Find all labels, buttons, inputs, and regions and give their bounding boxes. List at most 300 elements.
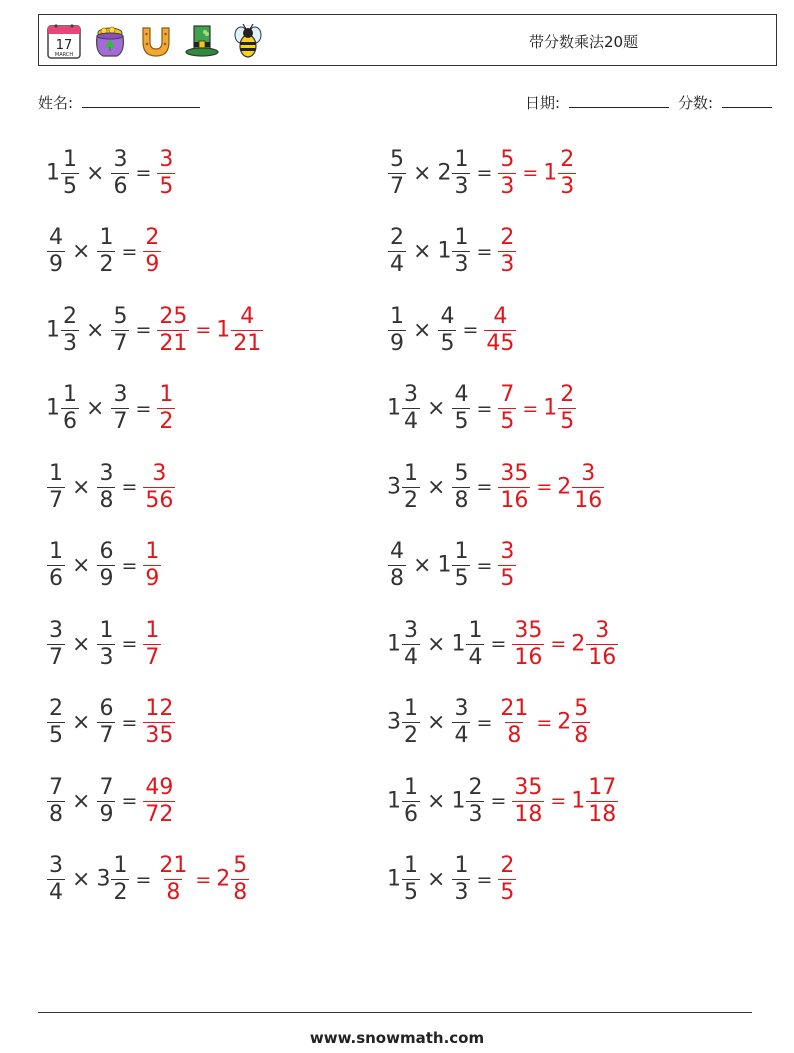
answer	[497, 855, 517, 904]
times-sign: ×	[72, 474, 91, 500]
numerator: 5	[574, 696, 589, 721]
whole-part: 2	[216, 866, 231, 892]
mixed-number	[46, 774, 66, 827]
denominator: 4	[404, 409, 418, 434]
equals-sign: =	[522, 397, 539, 420]
name-label: 姓名:	[38, 94, 74, 112]
denominator: 5	[404, 880, 418, 905]
fraction	[452, 541, 470, 590]
fraction	[402, 617, 420, 670]
answer	[497, 146, 577, 199]
mixed-number	[142, 698, 176, 747]
denominator: 9	[145, 252, 160, 277]
numerator: 49	[145, 774, 174, 800]
mixed-number	[557, 460, 605, 513]
times-sign: ×	[413, 317, 432, 343]
times-sign: ×	[72, 788, 91, 814]
denominator: 6	[404, 801, 418, 827]
problem-item	[46, 614, 162, 674]
problem-item	[387, 143, 577, 203]
score-field[interactable]	[678, 92, 772, 113]
times-sign: ×	[427, 631, 446, 657]
numerator: 3	[99, 460, 114, 486]
whole-part: 1	[387, 395, 401, 421]
mixed-number	[451, 460, 471, 513]
fraction	[586, 617, 618, 670]
equals-sign: =	[536, 476, 553, 498]
numerator: 3	[113, 146, 128, 172]
denominator: 72	[145, 801, 174, 827]
numerator: 1	[113, 853, 128, 878]
fraction	[512, 774, 544, 827]
denominator: 56	[145, 487, 174, 513]
denominator: 7	[49, 487, 63, 513]
denominator: 18	[588, 801, 617, 827]
problem-item	[387, 536, 517, 596]
equals-sign: =	[550, 633, 567, 655]
denominator: 16	[500, 487, 529, 513]
denominator: 5	[454, 409, 469, 434]
equals-sign: =	[121, 476, 138, 498]
fraction	[466, 617, 484, 670]
equals-sign: =	[135, 162, 152, 184]
numerator: 1	[63, 382, 77, 407]
denominator: 5	[159, 173, 174, 199]
problem-item	[46, 457, 176, 517]
answer	[142, 774, 176, 827]
fraction	[388, 541, 406, 590]
whole-part: 1	[46, 160, 60, 185]
problem-item	[387, 850, 517, 910]
answer	[497, 698, 591, 747]
header-box	[38, 14, 777, 66]
numerator: 5	[454, 460, 469, 486]
problem-item	[46, 379, 176, 439]
mixed-number	[571, 774, 619, 827]
fraction	[143, 698, 175, 747]
denominator: 8	[454, 487, 469, 513]
mixed-number	[543, 384, 577, 433]
whole-part: 2	[557, 709, 572, 735]
denominator: 6	[49, 566, 63, 591]
problem-item	[46, 693, 176, 753]
pot-of-gold-icon	[91, 22, 129, 60]
fraction	[61, 146, 79, 199]
denominator: 9	[99, 801, 114, 827]
fraction	[61, 384, 79, 433]
mixed-number	[96, 460, 116, 513]
mixed-number	[46, 698, 66, 747]
denominator: 8	[49, 801, 63, 827]
mixed-number	[387, 617, 421, 670]
fraction	[143, 541, 161, 590]
fraction	[157, 303, 189, 356]
fraction	[498, 460, 530, 513]
fraction	[47, 698, 65, 747]
denominator: 3	[560, 173, 575, 199]
fraction	[47, 227, 65, 276]
times-sign: ×	[86, 160, 105, 186]
numerator: 21	[159, 853, 188, 878]
equals-sign: =	[476, 240, 493, 263]
numerator: 25	[159, 303, 188, 329]
score-blank[interactable]	[722, 93, 772, 108]
numerator: 1	[404, 696, 418, 721]
answer	[156, 855, 250, 904]
denominator: 7	[99, 723, 114, 748]
date-label: 日期:	[525, 94, 561, 112]
answer	[142, 617, 162, 670]
numerator: 3	[454, 696, 469, 721]
numerator: 5	[500, 146, 515, 172]
denominator: 4	[49, 880, 63, 905]
mixed-number	[46, 855, 66, 904]
fraction	[572, 698, 590, 747]
times-sign: ×	[86, 396, 105, 421]
equals-sign: =	[476, 711, 493, 734]
numerator: 1	[145, 617, 160, 643]
fraction	[484, 303, 516, 356]
equals-sign: =	[121, 790, 138, 812]
answer	[142, 541, 162, 590]
fraction	[111, 146, 129, 199]
numerator: 3	[49, 853, 63, 878]
fraction	[47, 617, 65, 670]
numerator: 3	[404, 617, 418, 643]
numerator: 17	[588, 774, 617, 800]
fraction	[498, 384, 516, 433]
numerator: 1	[404, 460, 418, 486]
numerator: 1	[390, 303, 404, 329]
mixed-number	[451, 855, 471, 904]
mixed-number	[216, 303, 264, 356]
denominator: 9	[99, 566, 114, 591]
mixed-number	[497, 541, 517, 590]
times-sign: ×	[427, 788, 446, 814]
fraction	[452, 855, 470, 904]
answer	[142, 227, 162, 276]
fraction	[143, 617, 161, 670]
answer	[497, 384, 577, 433]
times-sign: ×	[72, 867, 91, 892]
mixed-number	[387, 541, 407, 590]
numerator: 2	[49, 696, 63, 721]
times-sign: ×	[413, 239, 432, 264]
equals-sign: =	[490, 790, 507, 812]
denominator: 6	[63, 409, 77, 434]
equals-sign: =	[462, 319, 479, 341]
denominator: 8	[574, 723, 589, 748]
whole-part: 1	[46, 317, 60, 342]
problem-item	[46, 222, 162, 282]
denominator: 7	[113, 330, 128, 356]
denominator: 5	[500, 409, 515, 434]
answer	[142, 460, 176, 513]
fraction	[97, 541, 115, 590]
denominator: 3	[500, 173, 515, 199]
denominator: 8	[166, 880, 181, 905]
equals-sign: =	[121, 711, 138, 734]
mixed-number	[387, 460, 421, 513]
whole-part: 1	[216, 317, 231, 342]
denominator: 3	[454, 173, 469, 199]
fraction	[586, 774, 618, 827]
mixed-number	[437, 541, 471, 590]
whole-part: 1	[543, 395, 558, 421]
denominator: 3	[454, 880, 469, 905]
mixed-number	[156, 855, 190, 904]
mixed-number	[46, 617, 66, 670]
fraction	[498, 698, 530, 747]
numerator: 3	[581, 460, 596, 486]
numerator: 1	[468, 617, 483, 643]
equals-sign: =	[476, 397, 493, 420]
equals-sign: =	[476, 868, 493, 891]
mixed-number	[497, 855, 517, 904]
date-blank[interactable]	[569, 93, 669, 108]
whole-part: 2	[437, 160, 452, 185]
times-sign: ×	[413, 160, 432, 186]
mixed-number	[142, 774, 176, 827]
mixed-number	[387, 855, 421, 904]
header-icons	[45, 21, 267, 61]
fraction	[498, 541, 516, 590]
mixed-number	[142, 460, 176, 513]
fraction	[452, 460, 470, 513]
numerator: 35	[514, 617, 543, 643]
numerator: 1	[404, 774, 418, 800]
whole-part: 1	[46, 395, 60, 421]
mixed-number	[387, 384, 421, 433]
problem-item	[387, 300, 517, 360]
fraction	[111, 384, 129, 433]
numerator: 3	[113, 382, 128, 407]
equals-sign: =	[135, 319, 152, 341]
problem-item	[46, 850, 250, 910]
denominator: 45	[486, 330, 515, 356]
denominator: 4	[454, 723, 469, 748]
mixed-number	[451, 617, 485, 670]
whole-part: 1	[437, 552, 452, 578]
name-blank[interactable]	[82, 93, 200, 108]
mixed-number	[511, 774, 545, 827]
problem-item	[387, 771, 619, 831]
mixed-number	[46, 541, 66, 590]
denominator: 3	[99, 644, 114, 670]
problem-item	[46, 143, 176, 203]
problem-item	[387, 457, 605, 517]
denominator: 5	[560, 409, 575, 434]
fraction	[157, 855, 189, 904]
answer	[156, 303, 264, 356]
numerator: 12	[145, 696, 174, 721]
whole-part: 1	[451, 631, 466, 656]
numerator: 4	[493, 303, 508, 329]
denominator: 2	[99, 252, 114, 277]
denominator: 9	[49, 252, 63, 277]
times-sign: ×	[86, 317, 105, 343]
fraction	[388, 303, 406, 356]
denominator: 7	[113, 409, 128, 434]
mixed-number	[387, 303, 407, 356]
numerator: 2	[500, 225, 515, 250]
numerator: 1	[63, 146, 77, 172]
denominator: 2	[404, 487, 418, 513]
fraction	[388, 146, 406, 199]
whole-part: 1	[387, 631, 401, 656]
numerator: 5	[233, 853, 248, 878]
answer	[497, 541, 517, 590]
fraction	[452, 698, 470, 747]
mixed-number	[511, 617, 545, 670]
answer	[156, 146, 176, 199]
denominator: 2	[404, 723, 418, 748]
denominator: 5	[49, 723, 63, 748]
numerator: 6	[99, 696, 114, 721]
mixed-number	[46, 303, 80, 356]
whole-part: 3	[387, 709, 401, 735]
problem-item	[387, 222, 517, 282]
mixed-number	[96, 541, 116, 590]
numerator: 7	[500, 382, 515, 407]
numerator: 3	[49, 617, 63, 643]
fraction	[512, 617, 544, 670]
mixed-number	[483, 303, 517, 356]
mixed-number	[387, 146, 407, 199]
times-sign: ×	[413, 553, 432, 578]
fraction	[97, 774, 115, 827]
worksheet-title: 带分数乘法20题	[529, 33, 639, 51]
denominator: 4	[390, 252, 404, 277]
fraction	[452, 146, 470, 199]
horseshoe-icon	[137, 22, 175, 60]
numerator: 1	[454, 146, 469, 172]
numerator: 2	[63, 303, 77, 329]
calendar-icon	[45, 22, 83, 60]
whole-part: 2	[557, 474, 572, 499]
denominator: 9	[145, 566, 160, 591]
fraction	[388, 227, 406, 276]
numerator: 7	[99, 774, 114, 800]
mixed-number	[96, 698, 116, 747]
mixed-number	[497, 227, 517, 276]
mixed-number	[451, 698, 471, 747]
numerator: 1	[145, 539, 160, 564]
whole-part: 1	[387, 866, 401, 892]
numerator: 4	[390, 539, 404, 564]
numerator: 1	[99, 617, 114, 643]
fraction	[402, 855, 420, 904]
numerator: 1	[404, 853, 418, 878]
denominator: 5	[500, 880, 515, 905]
denominator: 9	[390, 330, 404, 356]
footer-url: www.snowmath.com	[309, 1029, 485, 1047]
name-field[interactable]	[38, 92, 200, 113]
equals-sign: =	[536, 711, 553, 734]
mixed-number	[387, 698, 421, 747]
numerator: 35	[500, 460, 529, 486]
numerator: 2	[560, 146, 575, 172]
mixed-number	[497, 698, 531, 747]
fraction	[111, 303, 129, 356]
mixed-number	[142, 617, 162, 670]
numerator: 2	[390, 225, 404, 250]
denominator: 35	[145, 723, 174, 748]
whole-part: 1	[451, 788, 466, 813]
times-sign: ×	[427, 396, 446, 421]
denominator: 8	[233, 880, 248, 905]
numerator: 1	[49, 539, 63, 564]
equals-sign: =	[195, 868, 212, 891]
problem-item	[46, 300, 264, 360]
equals-sign: =	[195, 319, 212, 341]
fraction	[97, 617, 115, 670]
denominator: 16	[514, 644, 543, 670]
fraction	[47, 774, 65, 827]
fraction	[498, 227, 516, 276]
mixed-number	[46, 384, 80, 433]
numerator: 35	[514, 774, 543, 800]
equals-sign: =	[135, 397, 152, 420]
denominator: 3	[63, 330, 77, 356]
mixed-number	[46, 227, 66, 276]
mixed-number	[142, 227, 162, 276]
problem-item	[387, 379, 577, 439]
fraction	[498, 146, 516, 199]
equals-sign: =	[135, 868, 152, 891]
fraction	[157, 384, 175, 433]
mixed-number	[96, 774, 116, 827]
answer	[142, 698, 176, 747]
denominator: 2	[159, 409, 174, 434]
numerator: 4	[454, 382, 469, 407]
mixed-number	[451, 384, 471, 433]
denominator: 8	[99, 487, 114, 513]
equals-sign: =	[550, 790, 567, 812]
fraction	[143, 774, 175, 827]
mixed-number	[216, 855, 250, 904]
mixed-number	[437, 303, 457, 356]
numerator: 1	[454, 539, 469, 564]
denominator: 3	[454, 252, 469, 277]
whole-part: 1	[571, 788, 586, 813]
numerator: 3	[152, 460, 167, 486]
denominator: 21	[159, 330, 188, 356]
mixed-number	[156, 384, 176, 433]
whole-part: 1	[387, 788, 401, 813]
fraction	[143, 227, 161, 276]
numerator: 1	[454, 225, 469, 250]
fraction	[61, 303, 79, 356]
fraction	[438, 303, 456, 356]
mixed-number	[46, 460, 66, 513]
date-field[interactable]	[525, 92, 669, 113]
denominator: 5	[500, 566, 515, 591]
mixed-number	[437, 227, 471, 276]
mixed-number	[96, 227, 116, 276]
times-sign: ×	[72, 239, 91, 264]
times-sign: ×	[72, 553, 91, 578]
whole-part: 3	[96, 866, 111, 892]
fraction	[231, 855, 249, 904]
numerator: 4	[240, 303, 255, 329]
denominator: 5	[63, 173, 77, 199]
numerator: 1	[454, 853, 469, 878]
mixed-number	[571, 617, 619, 670]
fraction	[572, 460, 604, 513]
footer-divider	[38, 1012, 752, 1013]
mixed-number	[387, 227, 407, 276]
